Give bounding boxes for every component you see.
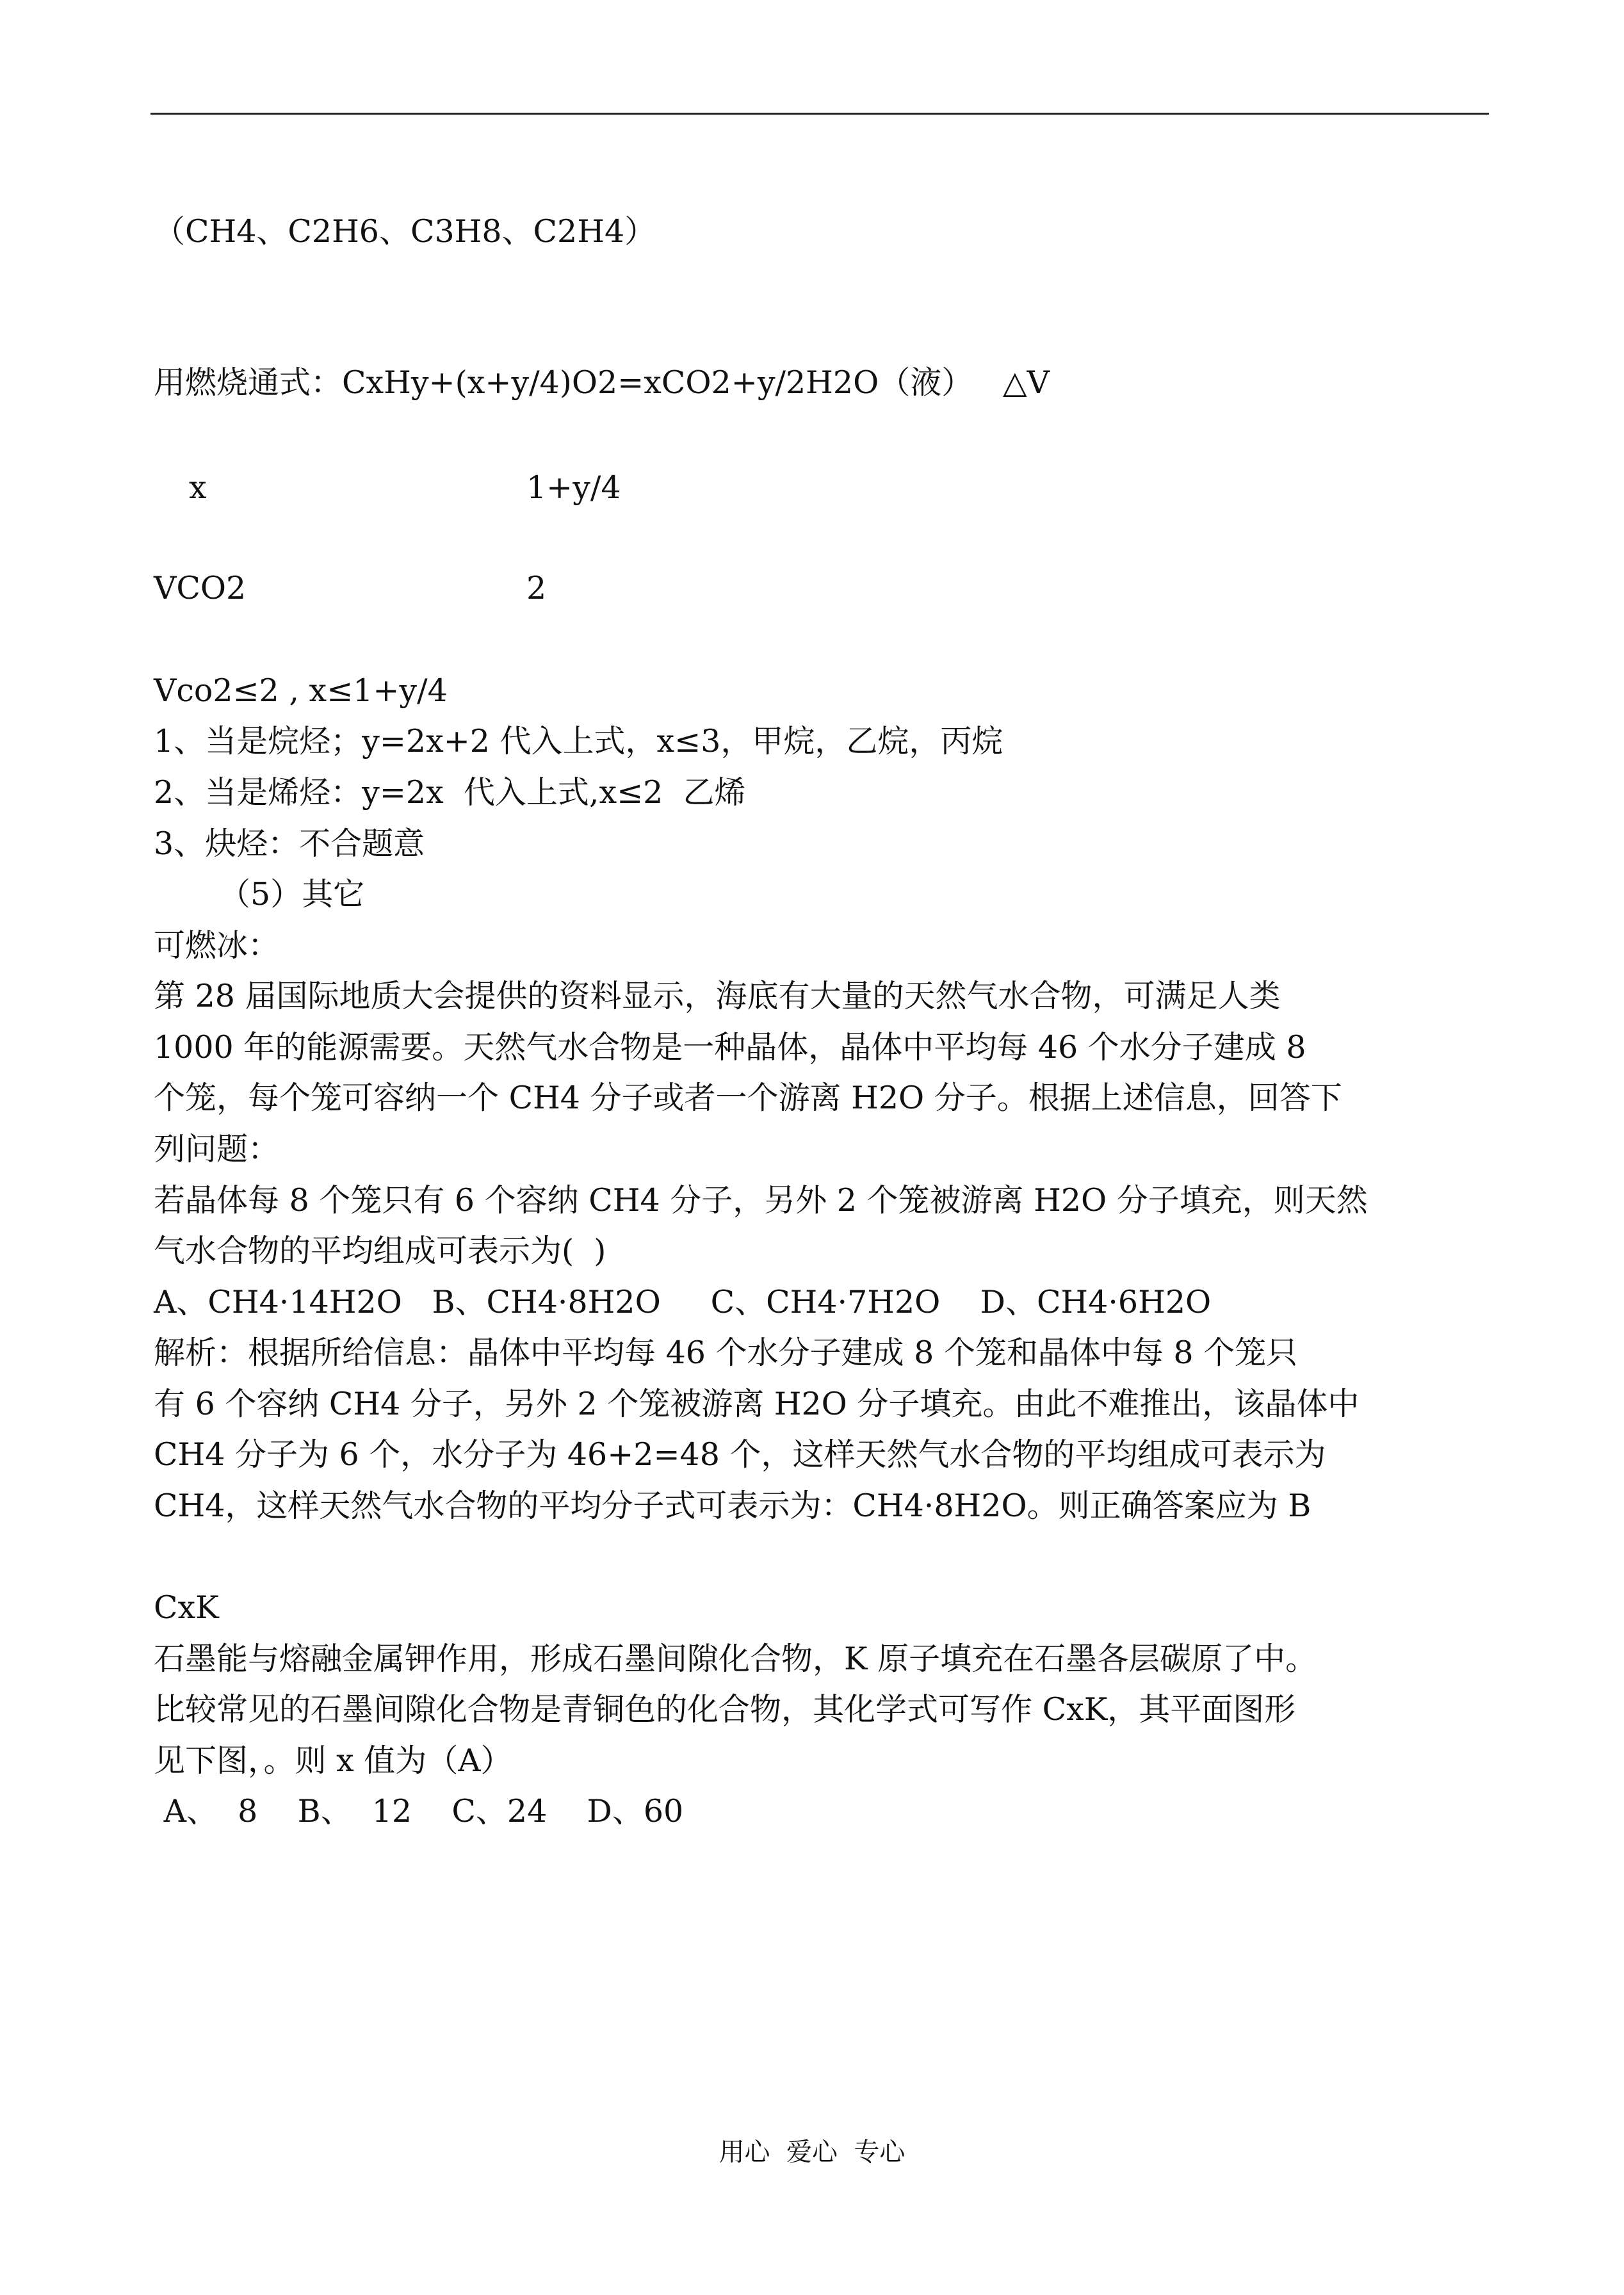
options-line-2: A、 8 B、 12 C、24 D、60 <box>154 1793 684 1829</box>
question-line-1: 若晶体每 8 个笼只有 6 个容纳 CH4 分子，另外 2 个笼被游离 H2O 分子填充，则天然 <box>154 1182 1368 1219</box>
paragraph-3-line-2: 比较常见的石墨间隙化合物是青铜色的化合物，其化学式可写作 CxK，其平面图形 <box>154 1691 1296 1728</box>
cxk-heading: CxK <box>154 1589 219 1626</box>
analysis-line-4: CH4，这样天然气水合物的平均分子式可表示为：CH4·8H2O。则正确答案应为 B <box>154 1488 1311 1524</box>
paragraph-1-line-3: 个笼，每个笼可容纳一个 CH4 分子或者一个游离 H2O 分子。根据上述信息，回答下 <box>154 1080 1342 1116</box>
footer-text: 用心 爱心 专心 <box>719 2137 905 2167</box>
analysis-line-1: 解析：根据所给信息：晶体中平均每 46 个水分子建成 8 个笼和晶体中每 8 个笼只 <box>154 1334 1298 1371</box>
options-line-1: A、CH4·14H2O B、CH4·8H2O C、CH4·7H2O D、CH4·6H2O <box>154 1284 1212 1320</box>
paragraph-1-line-2: 1000 年的能源需要。天然气水合物是一种晶体，晶体中平均每 46 个水分子建成 8 <box>154 1029 1306 1066</box>
paragraph-3-line-3: 见下图，。则 x 值为（A） <box>154 1742 512 1779</box>
formula-list-line: （CH4、C2H6、C3H8、C2H4） <box>154 213 656 250</box>
alkene-line: 2、当是烯烃：y=2x 代入上式,x≤2 乙烯 <box>154 774 746 811</box>
paragraph-3-line-1: 石墨能与熔融金属钾作用，形成石墨间隙化合物，K 原子填充在石墨各层碳原了中。 <box>154 1641 1317 1677</box>
inequality-line: Vco2≤2 , x≤1+y/4 <box>154 672 448 709</box>
table-row2-left: VCO2 <box>154 570 247 606</box>
header-rule <box>150 113 1489 115</box>
other-heading: （5）其它 <box>219 876 365 912</box>
paragraph-1-line-4: 列问题： <box>154 1131 280 1167</box>
analysis-line-2: 有 6 个容纳 CH4 分子，另外 2 个笼被游离 H2O 分子填充。由此不难推出，该晶体中 <box>154 1386 1360 1422</box>
table-row1-right: 1+y/4 <box>526 469 621 506</box>
question-line-2: 气水合物的平均组成可表示为( ) <box>154 1233 606 1269</box>
table-row2-right: 2 <box>526 570 547 606</box>
combustion-equation-line: 用燃烧通式：CxHy+(x+y/4)O2=xCO2+y/2H2O（液） △V <box>154 364 1050 401</box>
combustible-ice-heading: 可燃冰： <box>154 927 280 964</box>
paragraph-1-line-1: 第 28 届国际地质大会提供的资料显示，海底有大量的天然气水合物，可满足人类 <box>154 978 1281 1014</box>
alkyne-line: 3、炔烃：不合题意 <box>154 825 425 862</box>
analysis-line-3: CH4 分子为 6 个，水分子为 46+2=48 个，这样天然气水合物的平均组成可表示为 <box>154 1436 1326 1473</box>
alkane-line: 1、当是烷烃；y=2x+2 代入上式，x≤3，甲烷，乙烷，丙烷 <box>154 723 1003 759</box>
table-row1-left: x <box>189 469 207 506</box>
